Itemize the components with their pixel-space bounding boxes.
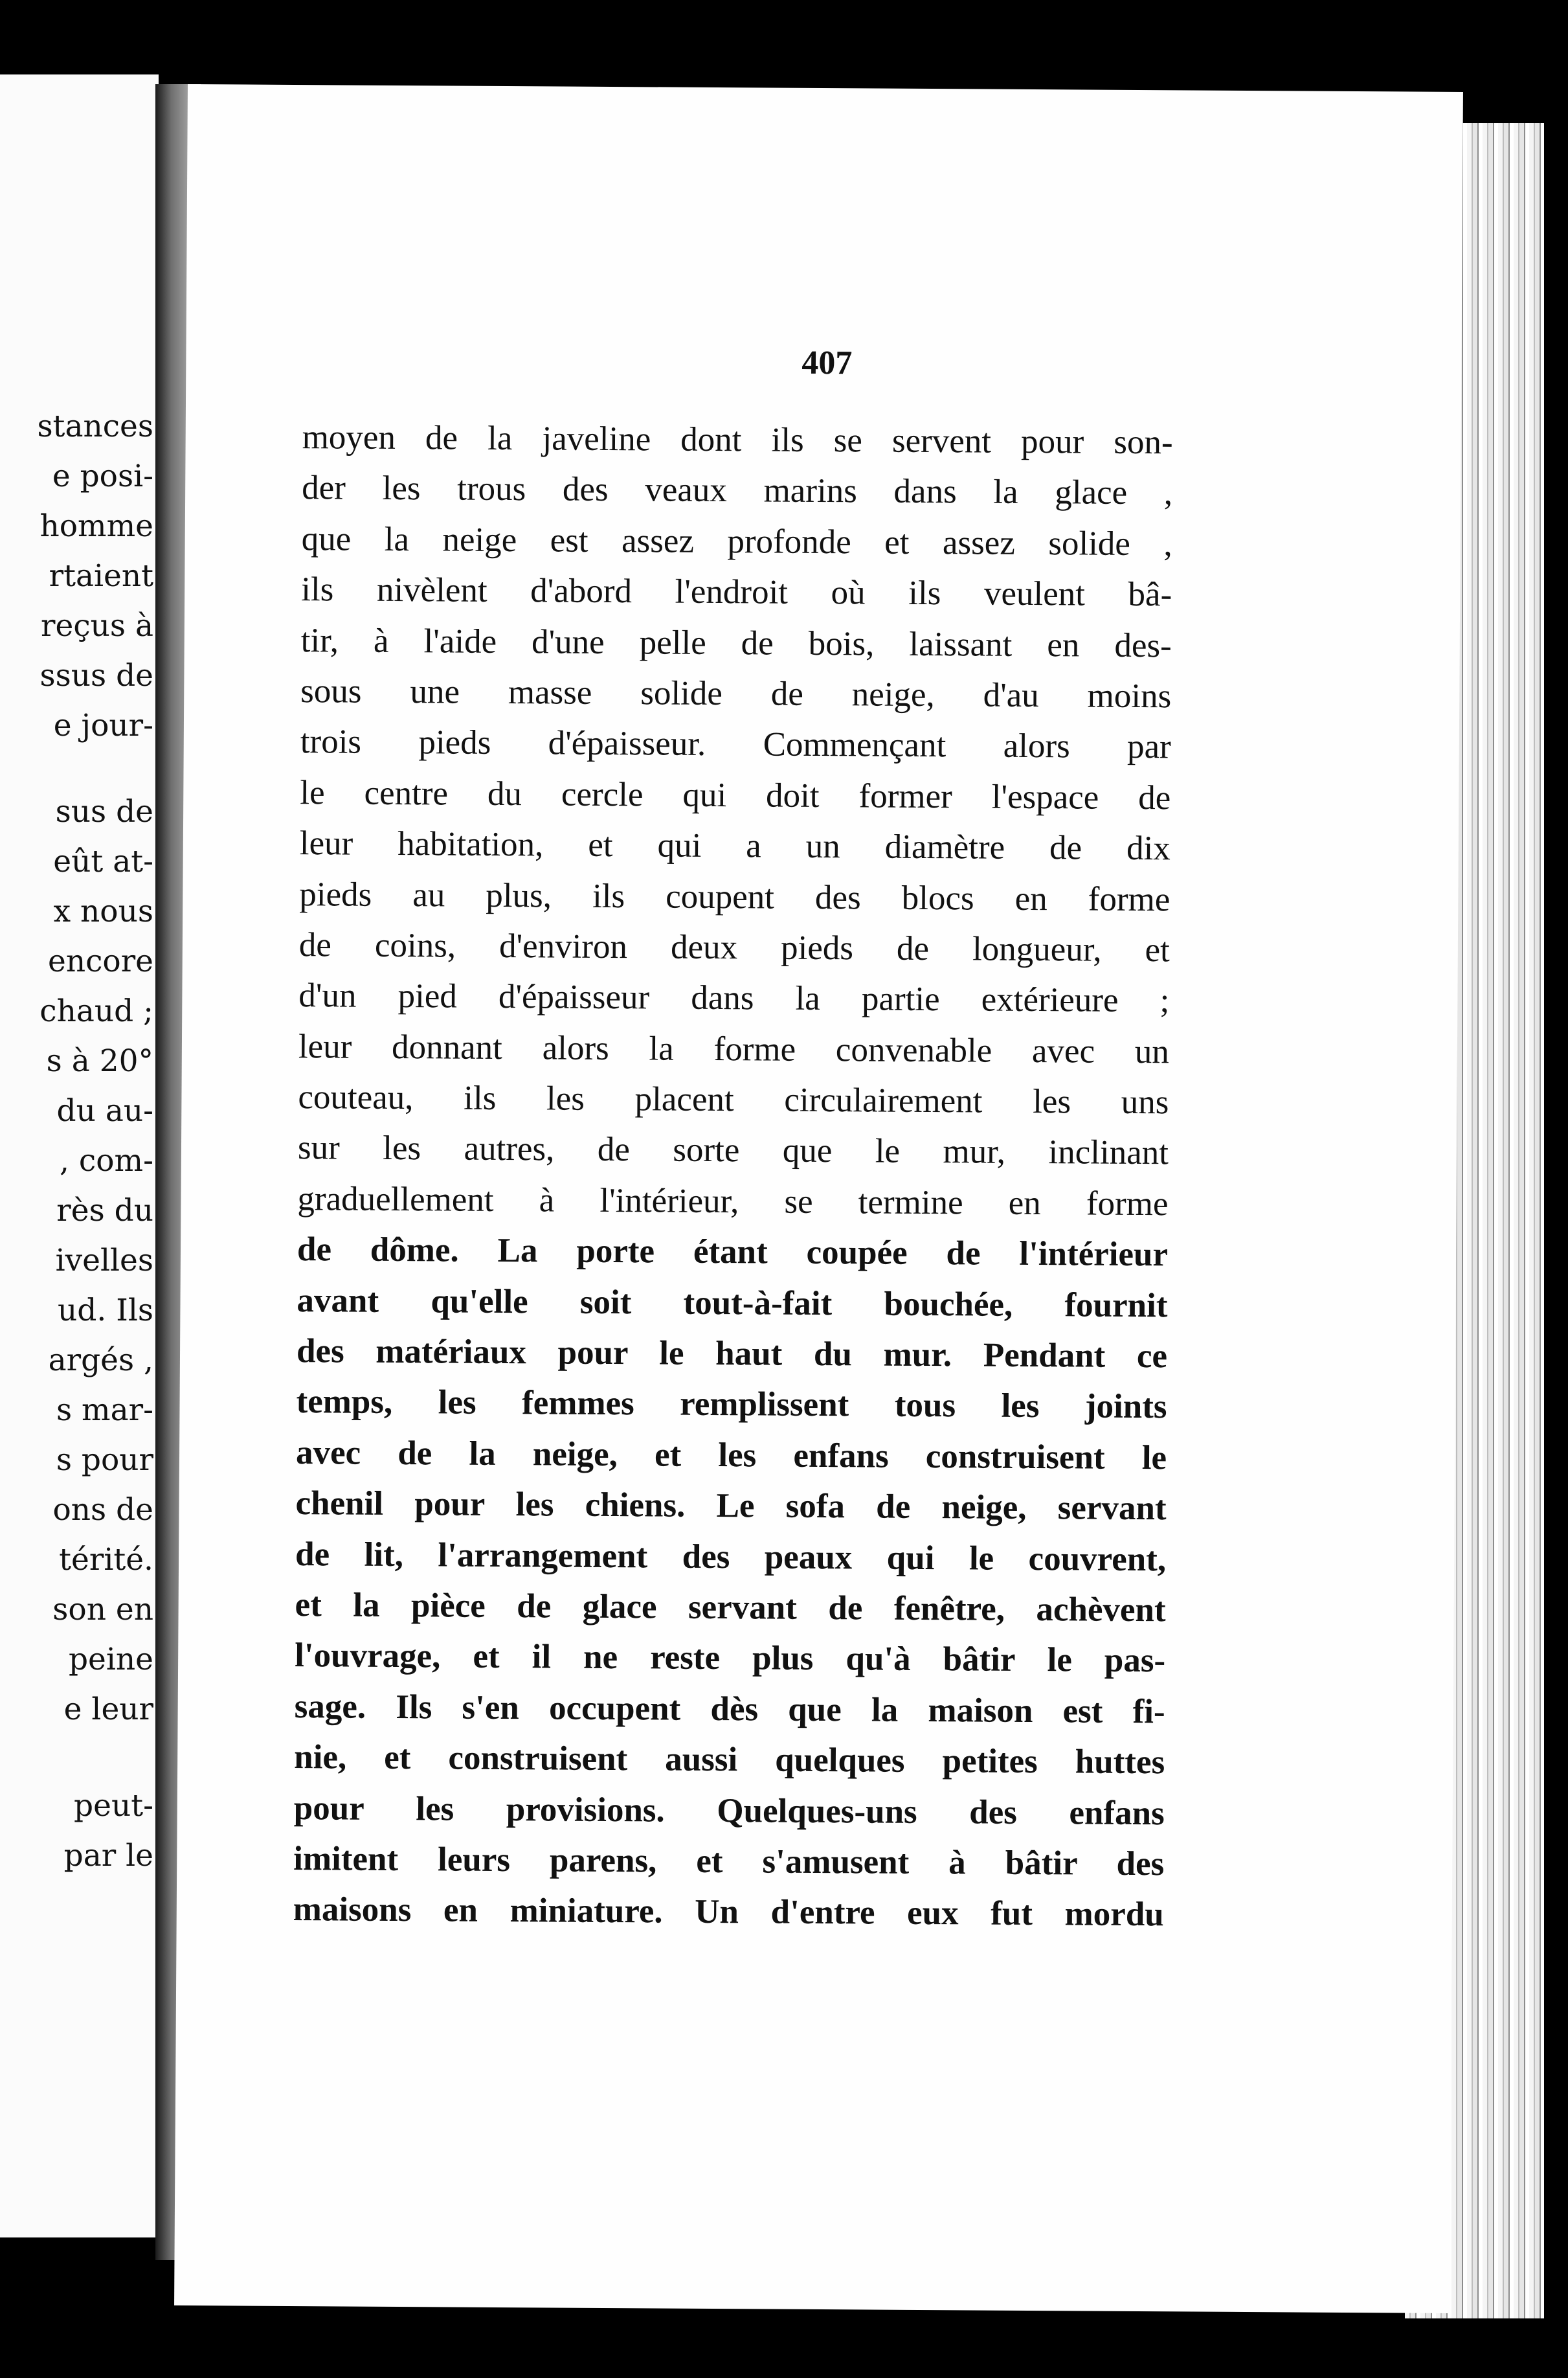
text-line: imitent leurs parens, et s'amusent à bâtir des bbox=[293, 1839, 1165, 1883]
left-page-line: reçus à bbox=[41, 608, 153, 644]
text-line: graduellement à l'intérieur, se termine en forme bbox=[297, 1179, 1169, 1223]
left-page-line: e leur bbox=[63, 1692, 153, 1727]
text-line: que la neige est assez profonde et assez solide , bbox=[301, 519, 1172, 563]
text-line: d'un pied d'épaisseur dans la partie extérieure ; bbox=[298, 977, 1170, 1020]
text-line: le centre du cercle qui doit former l'espace de bbox=[300, 773, 1171, 817]
left-page-line: , com- bbox=[60, 1143, 153, 1179]
text-line: de lit, l'arrangement des peaux qui le couvrent, bbox=[295, 1535, 1167, 1578]
left-page-line: par le bbox=[63, 1838, 153, 1874]
text-line: maisons en miniature. Un d'entre eux fut mordu bbox=[293, 1890, 1164, 1934]
left-page-line: e posi- bbox=[52, 459, 153, 494]
text-line: nie, et construisent aussi quelques petites huttes bbox=[294, 1738, 1165, 1782]
left-page-line: peut- bbox=[74, 1788, 153, 1824]
left-page-line: s mar- bbox=[56, 1392, 153, 1428]
text-line: avec de la neige, et les enfans construisent le bbox=[295, 1433, 1167, 1477]
left-page-line: eût at- bbox=[53, 844, 153, 879]
left-page-line: encore bbox=[48, 944, 153, 979]
left-page-line: x nous bbox=[53, 894, 153, 929]
text-line: couteau, ils les placent circulairement les uns bbox=[298, 1078, 1169, 1122]
text-line: l'ouvrage, et il ne reste plus qu'à bâtir le pas- bbox=[295, 1636, 1166, 1680]
left-page-line: son en bbox=[52, 1592, 153, 1627]
text-line: avant qu'elle soit tout-à-fait bouchée, fournit bbox=[297, 1281, 1168, 1324]
text-line: moyen de la javeline dont ils se servent pour son- bbox=[302, 418, 1173, 462]
text-line: sous une masse solide de neige, d'au moins bbox=[300, 672, 1172, 716]
left-page-line: térité. bbox=[59, 1542, 153, 1578]
left-page-line: s à 20° bbox=[46, 1043, 153, 1079]
left-page-line: ssus de bbox=[39, 658, 153, 694]
book-page bbox=[174, 84, 1463, 2313]
left-page-line: sus de bbox=[55, 794, 153, 830]
text-line: des matériaux pour le haut du mur. Pendant ce bbox=[296, 1332, 1168, 1376]
left-page-line: rtaient bbox=[49, 558, 153, 594]
left-page-line: s pour bbox=[56, 1442, 153, 1478]
text-line: temps, les femmes remplissent tous les joints bbox=[296, 1383, 1167, 1426]
text-line: de dôme. La porte étant coupée de l'intérieur bbox=[297, 1230, 1169, 1274]
text-line: de coins, d'environ deux pieds de longueur, et bbox=[298, 925, 1170, 969]
text-line: pour les provisions. Quelques-uns des enfans bbox=[293, 1789, 1165, 1832]
text-line: trois pieds d'épaisseur. Commençant alors par bbox=[300, 723, 1171, 766]
text-line: chenil pour les chiens. Le sofa de neige, servant bbox=[295, 1484, 1167, 1528]
page-text bbox=[293, 412, 1173, 1940]
text-line: tir, à l'aide d'une pelle de bois, laissant en des- bbox=[300, 621, 1172, 664]
left-page-line: ons de bbox=[52, 1492, 153, 1528]
left-page-line: e jour- bbox=[53, 708, 153, 743]
left-page-line: argés , bbox=[48, 1342, 153, 1378]
left-page-line: peine bbox=[68, 1642, 153, 1677]
previous-page-fragment bbox=[0, 74, 159, 2237]
left-page-line: rès du bbox=[56, 1193, 153, 1229]
text-line: et la pièce de glace servant de fenêtre, achèvent bbox=[295, 1586, 1166, 1629]
text-line: pieds au plus, ils coupent des blocs en forme bbox=[299, 875, 1170, 918]
left-page-line: stances bbox=[37, 409, 153, 444]
left-page-line: ivelles bbox=[55, 1243, 153, 1278]
left-page-line: chaud ; bbox=[39, 993, 153, 1029]
text-line: der les trous des veaux marins dans la glace , bbox=[302, 469, 1173, 512]
left-page-line: du au- bbox=[56, 1093, 153, 1129]
text-line: sage. Ils s'en occupent dès que la maison est fi- bbox=[294, 1687, 1165, 1731]
text-line: leur donnant alors la forme convenable avec un bbox=[298, 1027, 1170, 1070]
text-line: ils nivèlent d'abord l'endroit où ils veulent bâ- bbox=[301, 571, 1172, 614]
left-page-line: ud. Ils bbox=[58, 1293, 153, 1328]
text-line: sur les autres, de sorte que le mur, inclinant bbox=[297, 1129, 1169, 1172]
page-number: 407 bbox=[801, 344, 853, 382]
text-line: leur habitation, et qui a un diamètre de dix bbox=[299, 824, 1170, 868]
left-page-line: homme bbox=[39, 508, 153, 544]
